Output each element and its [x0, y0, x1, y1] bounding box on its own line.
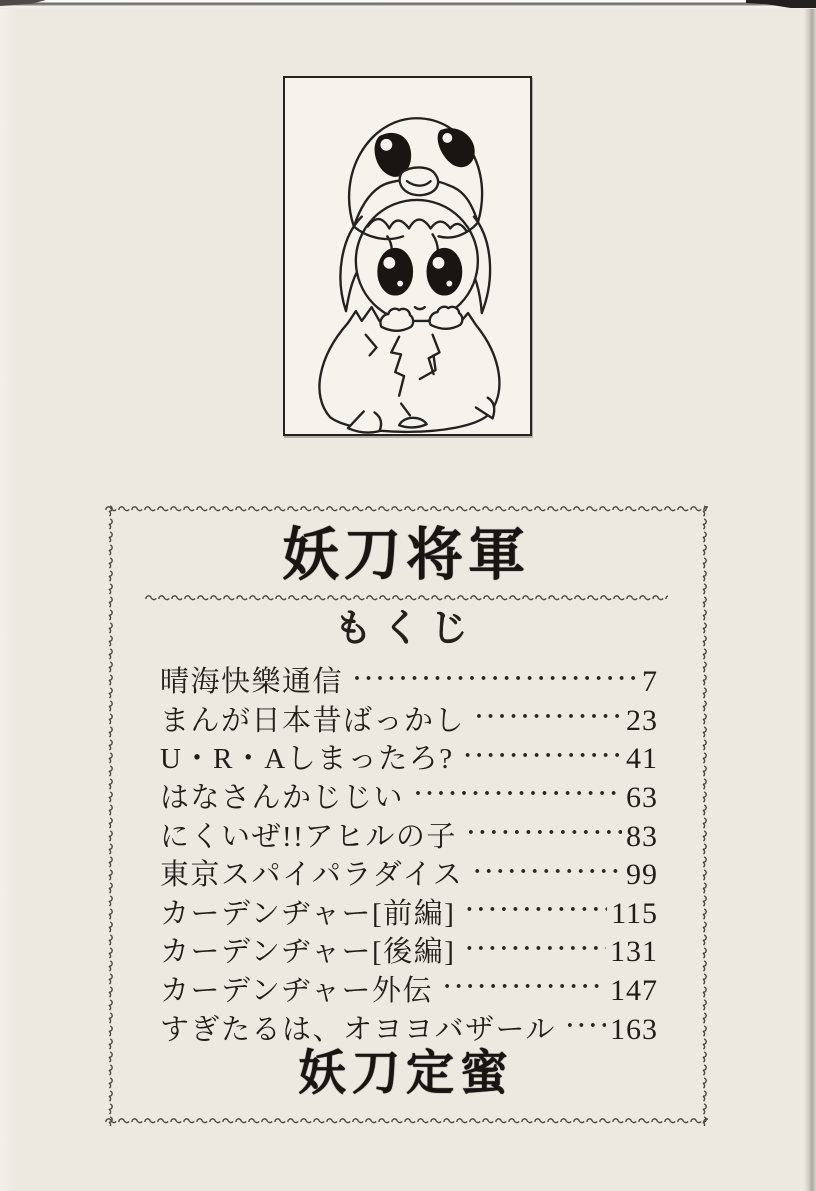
dot-leader [475, 705, 622, 729]
toc-row [160, 814, 658, 853]
toc-entry-title: カーデンヂャー[後編] [160, 936, 456, 969]
dot-leader [414, 782, 622, 806]
dot-leader [443, 975, 606, 999]
toc-box [104, 504, 708, 1126]
dot-leader [473, 860, 622, 884]
toc-entry-page: 115 [611, 896, 658, 930]
toc-entry-title: まんが日本昔ばっかし [160, 704, 466, 737]
dot-leader [464, 744, 622, 768]
dot-leader [465, 937, 606, 961]
scan-edge-left [0, 0, 16, 1191]
toc-entry-page: 83 [626, 819, 658, 853]
duck-hatchling-illustration [285, 78, 530, 434]
toc-row [160, 698, 658, 737]
toc-entry-page: 147 [610, 974, 658, 1008]
toc-entry-page: 131 [610, 935, 658, 969]
toc-row [160, 659, 658, 698]
toc-entry-page: 41 [626, 742, 658, 776]
toc-row [160, 1007, 658, 1046]
toc-entry-page: 163 [610, 1012, 658, 1046]
toc-list [118, 659, 694, 1045]
author-name: 妖刀定蜜 [297, 1045, 514, 1102]
ornamental-divider [144, 593, 668, 602]
toc-entry-title: U・R・Aしまったろ? [160, 743, 454, 776]
toc-entry-page: 99 [626, 858, 658, 892]
toc-heading: もくじ [333, 605, 478, 650]
book-title: 妖刀将軍 [282, 522, 530, 588]
toc-entry-title: 晴海快樂通信 [160, 666, 344, 699]
toc-entry-page: 23 [626, 703, 658, 737]
illustration-frame [283, 76, 532, 436]
toc-entry-page: 63 [626, 781, 658, 815]
toc-content [118, 516, 694, 1114]
scan-edge-right [804, 0, 816, 1191]
toc-entry-title: カーデンヂャー[前編] [160, 897, 456, 930]
dot-leader [465, 898, 607, 922]
toc-row [160, 852, 658, 891]
scan-edge-top [0, 0, 816, 9]
toc-entry-page: 7 [642, 665, 658, 699]
dot-leader [467, 821, 622, 845]
toc-entry-title: 東京スパイパラダイス [160, 859, 464, 892]
dot-leader [353, 667, 638, 691]
toc-entry-title: にくいぜ!!アヒルの子 [160, 820, 457, 853]
toc-entry-title: すぎたるは、オヨヨバザール [160, 1013, 556, 1046]
toc-row [160, 929, 658, 968]
dot-leader [566, 1014, 606, 1038]
toc-row [160, 891, 658, 930]
toc-row [160, 775, 658, 814]
toc-entry-title: はなさんかじじい [160, 782, 405, 815]
toc-entry-title: カーデンヂャー外伝 [160, 975, 434, 1008]
toc-row [160, 736, 658, 775]
toc-row [160, 968, 658, 1007]
